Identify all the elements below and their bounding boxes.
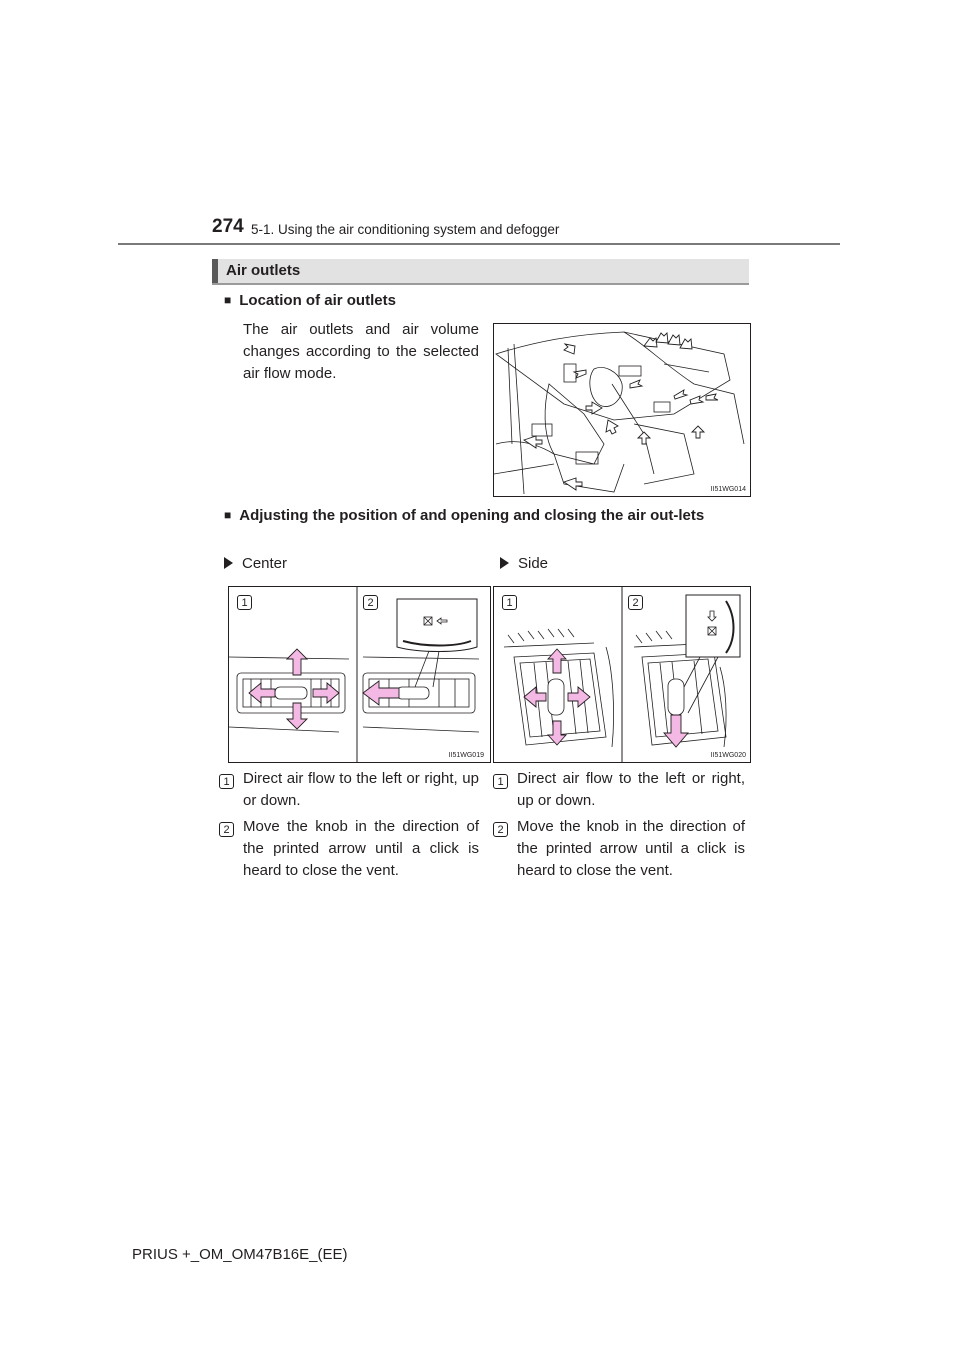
adjusting-heading-text: Adjusting the position of and opening and closing the air out-lets [239,507,705,524]
location-heading-text: Location of air outlets [239,292,396,309]
step-number: 1 [219,774,234,789]
location-heading [224,291,396,311]
side-step-2-badge [493,820,508,838]
image-code: II51WG014 [710,486,746,493]
adjusting-heading [224,506,749,526]
step-number: 2 [219,822,234,837]
badge-2: 2 [363,595,378,610]
badge-2: 2 [628,595,643,610]
image-code: II51WG019 [448,752,484,759]
chapter-title: 5-1. Using the air conditioning system and defogger [251,222,560,237]
triangle-bullet-icon [500,557,509,569]
badge-1: 1 [237,595,252,610]
center-label: Center [242,555,288,572]
image-code: II51WG020 [710,752,746,759]
center-step-2-badge [219,820,234,838]
center-vent-illustration [228,586,491,763]
section-heading-bar [212,259,749,285]
step-number: 2 [493,822,508,837]
side-vent-drawing [494,587,750,762]
side-step-2: Move the knob in the direction of the printed arrow until a click is heard to close the vent. [517,818,745,879]
side-vent-illustration [493,586,751,763]
center-step-2: Move the knob in the direction of the printed arrow until a click is heard to close the vent. [243,818,479,879]
cabin-drawing [494,324,750,496]
center-subheading [224,555,287,572]
square-bullet-icon: ■ [224,508,232,522]
footer-model-code: PRIUS +_OM_OM47B16E_(EE) [132,1246,348,1263]
badge-1: 1 [502,595,517,610]
step-number: 1 [493,774,508,789]
section-title: Air outlets [226,262,301,279]
center-step-1-badge [219,772,234,790]
section-tab [212,259,218,283]
side-label: Side [518,555,549,572]
location-description: The air outlets and air volume changes according to the selected air flow mode. [243,321,479,382]
center-vent-drawing [229,587,490,762]
cabin-air-outlets-illustration [493,323,751,497]
side-step-1: Direct air flow to the left or right, up or down. [517,770,745,809]
side-step-1-badge [493,772,508,790]
page-number: 274 [212,216,244,237]
square-bullet-icon: ■ [224,293,232,307]
side-subheading [500,555,548,572]
center-step-1: Direct air flow to the left or right, up or down. [243,770,479,809]
header-rule [118,243,840,245]
triangle-bullet-icon [224,557,233,569]
